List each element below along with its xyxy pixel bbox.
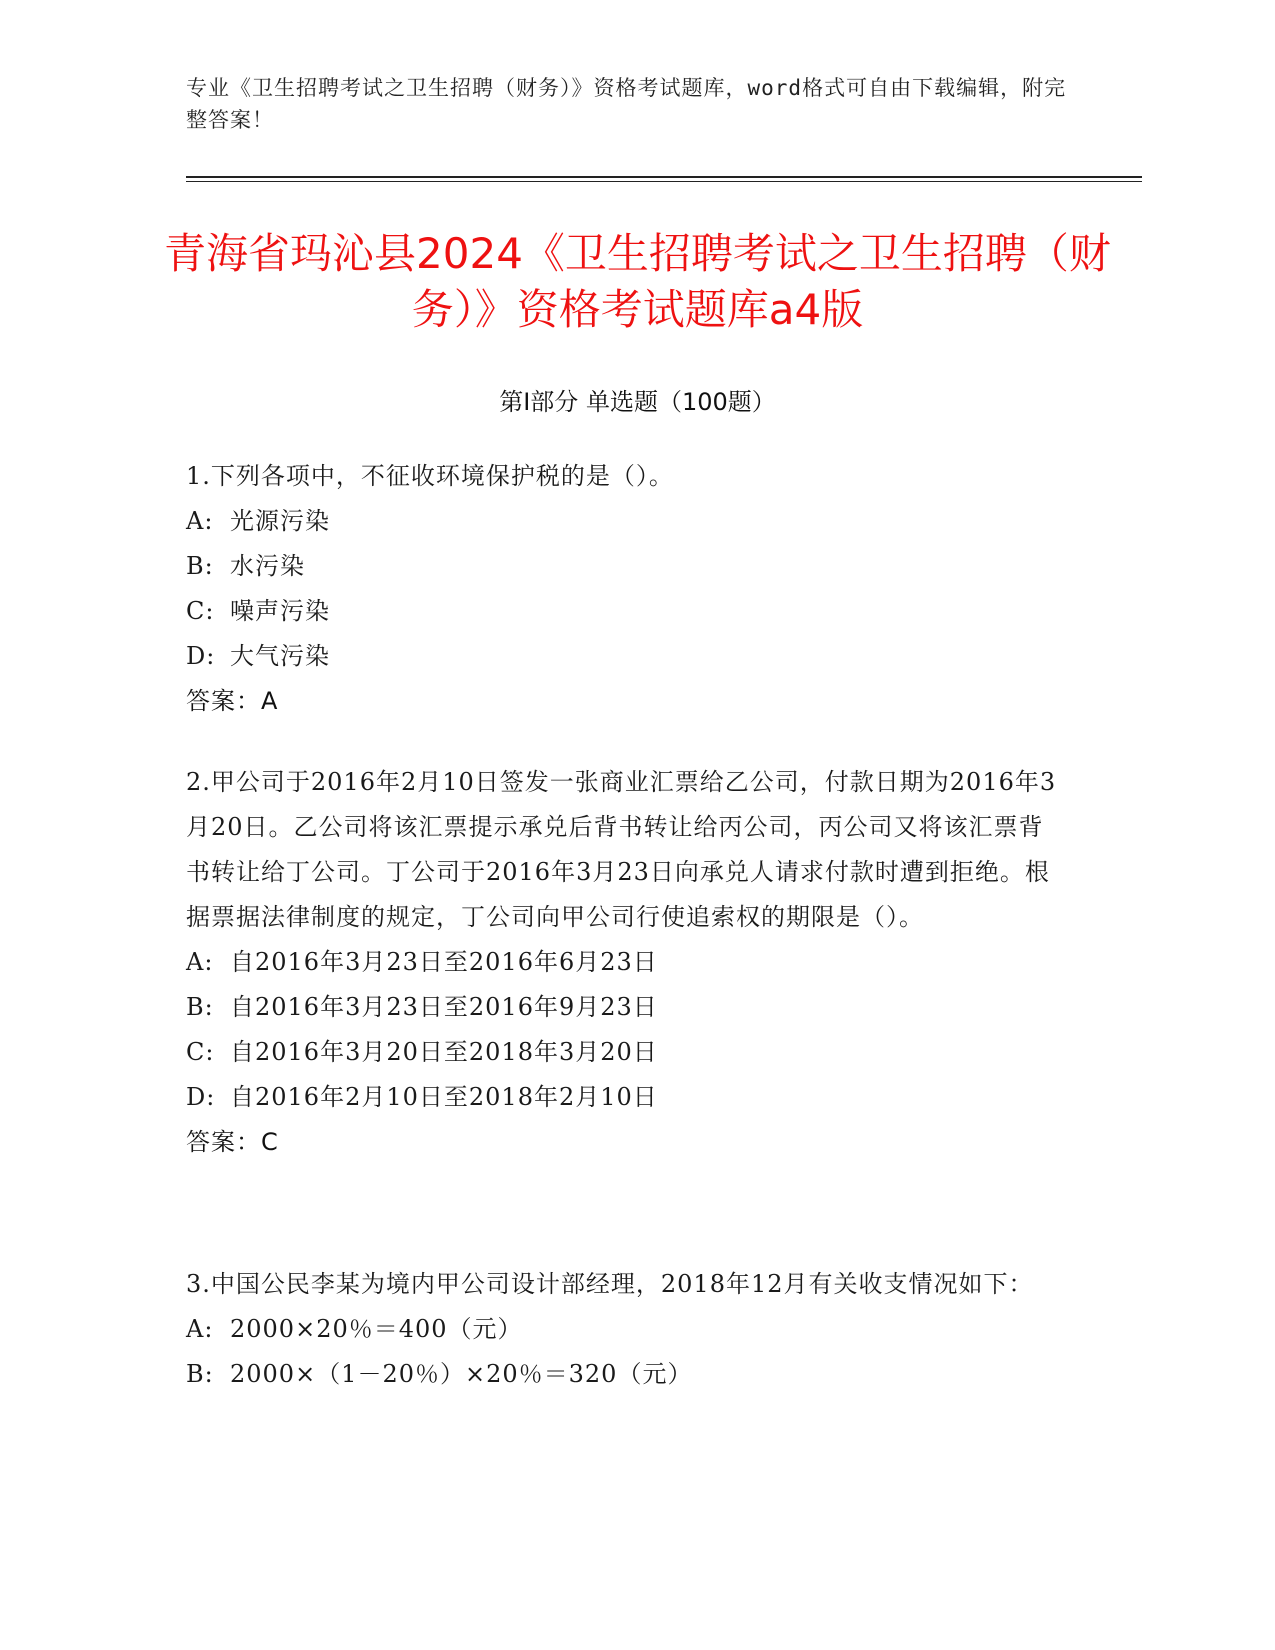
option-a bbox=[186, 499, 1086, 544]
header-note: 专业《卫生招聘考试之卫生招聘（财务）》资格考试题库，word格式可自由下载编辑，附完整答案！ bbox=[186, 76, 1067, 132]
option-text: 噪声污染 bbox=[230, 597, 330, 625]
section-title: 第I部分 单选题（100题） bbox=[499, 388, 776, 416]
question-stem: 2.甲公司于2016年2月10日签发一张商业汇票给乙公司，付款日期为2016年3月20日。乙公司将该汇票提示承兑后背书转让给丙公司，丙公司又将该汇票背书转让给丁公司。丁公司于2016年3月23日向承兑人请求付款时遭到拒绝。根据票据法律制度的规定，丁公司向甲公司行使追索权的期限是（）。 bbox=[186, 768, 1057, 931]
answer: 答案：A bbox=[186, 687, 279, 715]
answer: 答案：C bbox=[186, 1128, 279, 1156]
option-b bbox=[186, 544, 1086, 589]
option-text: 2000×20％＝400（元） bbox=[230, 1315, 523, 1343]
option-key: C: bbox=[186, 597, 215, 625]
option-key: B: bbox=[186, 552, 214, 580]
question-2 bbox=[186, 760, 1086, 1165]
option-b bbox=[186, 1352, 1086, 1397]
option-text: 自2016年3月20日至2018年3月20日 bbox=[230, 1038, 658, 1066]
question-1 bbox=[186, 454, 1086, 724]
option-a bbox=[186, 1307, 1086, 1352]
document-title: 青海省玛沁县2024《卫生招聘考试之卫生招聘（财务）》资格考试题库a4版 bbox=[164, 229, 1111, 334]
option-d bbox=[186, 634, 1086, 679]
option-key: A: bbox=[186, 507, 214, 535]
option-text: 光源污染 bbox=[230, 507, 330, 535]
option-key: A: bbox=[186, 948, 214, 976]
question-stem: 1.下列各项中，不征收环境保护税的是（）。 bbox=[186, 462, 674, 490]
option-text: 自2016年2月10日至2018年2月10日 bbox=[230, 1083, 658, 1111]
option-key: B: bbox=[186, 1360, 214, 1388]
header-rule-thick bbox=[186, 176, 1142, 178]
option-key: C: bbox=[186, 1038, 215, 1066]
option-b bbox=[186, 985, 1086, 1030]
header-rule-thin bbox=[186, 181, 1142, 182]
option-text: 自2016年3月23日至2016年6月23日 bbox=[230, 948, 658, 976]
option-text: 大气污染 bbox=[230, 642, 330, 670]
option-key: D: bbox=[186, 642, 216, 670]
option-key: A: bbox=[186, 1315, 214, 1343]
option-c bbox=[186, 589, 1086, 634]
question-stem: 3.中国公民李某为境内甲公司设计部经理，2018年12月有关收支情况如下： bbox=[186, 1270, 1034, 1298]
option-key: B: bbox=[186, 993, 214, 1021]
question-3 bbox=[186, 1262, 1086, 1397]
option-a bbox=[186, 940, 1086, 985]
option-text: 2000×（1－20％）×20％＝320（元） bbox=[230, 1360, 693, 1388]
option-c bbox=[186, 1030, 1086, 1075]
option-text: 水污染 bbox=[230, 552, 305, 580]
option-d bbox=[186, 1075, 1086, 1120]
option-text: 自2016年3月23日至2016年9月23日 bbox=[230, 993, 658, 1021]
option-key: D: bbox=[186, 1083, 216, 1111]
